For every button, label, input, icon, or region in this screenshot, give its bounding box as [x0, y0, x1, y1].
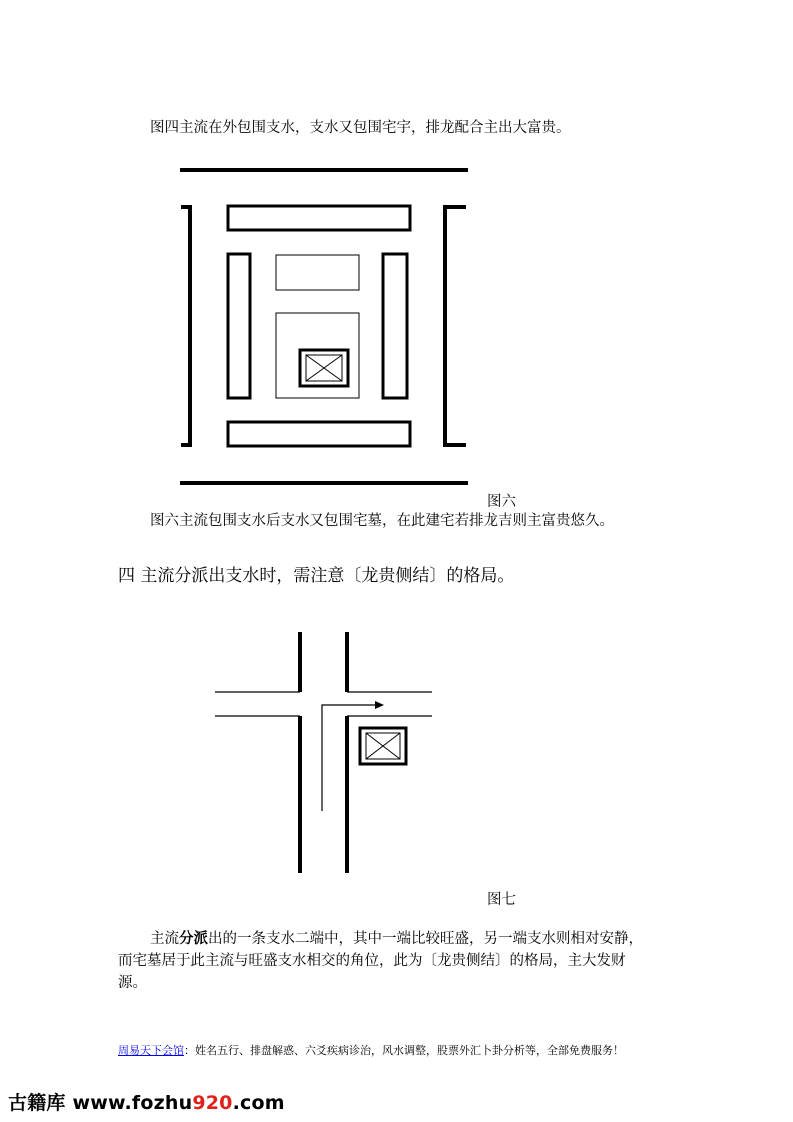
footer-text: ：姓名五行、排盘解惑、六爻疾病诊治，风水调整，股票外汇卜卦分析等，全部免费服务！: [184, 1044, 624, 1057]
section-heading: 四 主流分派出支水时，需注意〔龙贵侧结〕的格局。: [118, 566, 515, 586]
footer-line: [118, 1042, 624, 1058]
main-stream-left-bracket: [181, 207, 190, 445]
figure6-label: 图六: [487, 494, 516, 510]
watermark-number: 920: [192, 1092, 233, 1114]
flow-arrow-line: [322, 705, 378, 811]
figure7-diagram: [210, 625, 440, 880]
watermark-suffix: .com: [232, 1092, 285, 1114]
watermark-brand: 古籍库: [8, 1092, 66, 1114]
house-icon: [360, 728, 406, 764]
main-stream-right-bracket: [445, 207, 466, 445]
paragraph-lead: 主流: [150, 931, 179, 947]
intro-line: 图四主流在外包围支水，支水又包围宅宇，排龙配合主出大富贵。: [150, 120, 571, 136]
paragraph-line3: 源。: [118, 975, 147, 991]
watermark-prefix: www.fozhu: [72, 1092, 193, 1114]
paragraph-bold: 分派: [179, 930, 208, 947]
paragraph-rest1: 出的一条支水二端中，其中一端比较旺盛，另一端支水则相对安静，: [208, 931, 643, 947]
figure6-diagram: [170, 160, 480, 492]
paragraph-line2: 而宅墓居于此主流与旺盛支水相交的角位，此为〔龙贵侧结〕的格局，主大发财: [118, 953, 626, 969]
body-paragraph: [118, 928, 678, 994]
branch-water-bottom: [228, 422, 410, 446]
house-icon: [300, 350, 348, 386]
branch-water-top: [228, 206, 410, 230]
flow-arrowhead: [375, 701, 384, 709]
footer-link[interactable]: 周易天下会馆: [118, 1044, 184, 1057]
figure6-caption: 图六主流包围支水后支水又包围宅墓，在此建宅若排龙吉则主富贵悠久。: [150, 513, 614, 529]
dwelling-area-top: [276, 255, 359, 290]
branch-water-left: [228, 254, 250, 398]
figure7-label: 图七: [487, 892, 516, 908]
site-watermark[interactable]: [8, 1088, 285, 1115]
branch-water-right: [383, 254, 407, 398]
